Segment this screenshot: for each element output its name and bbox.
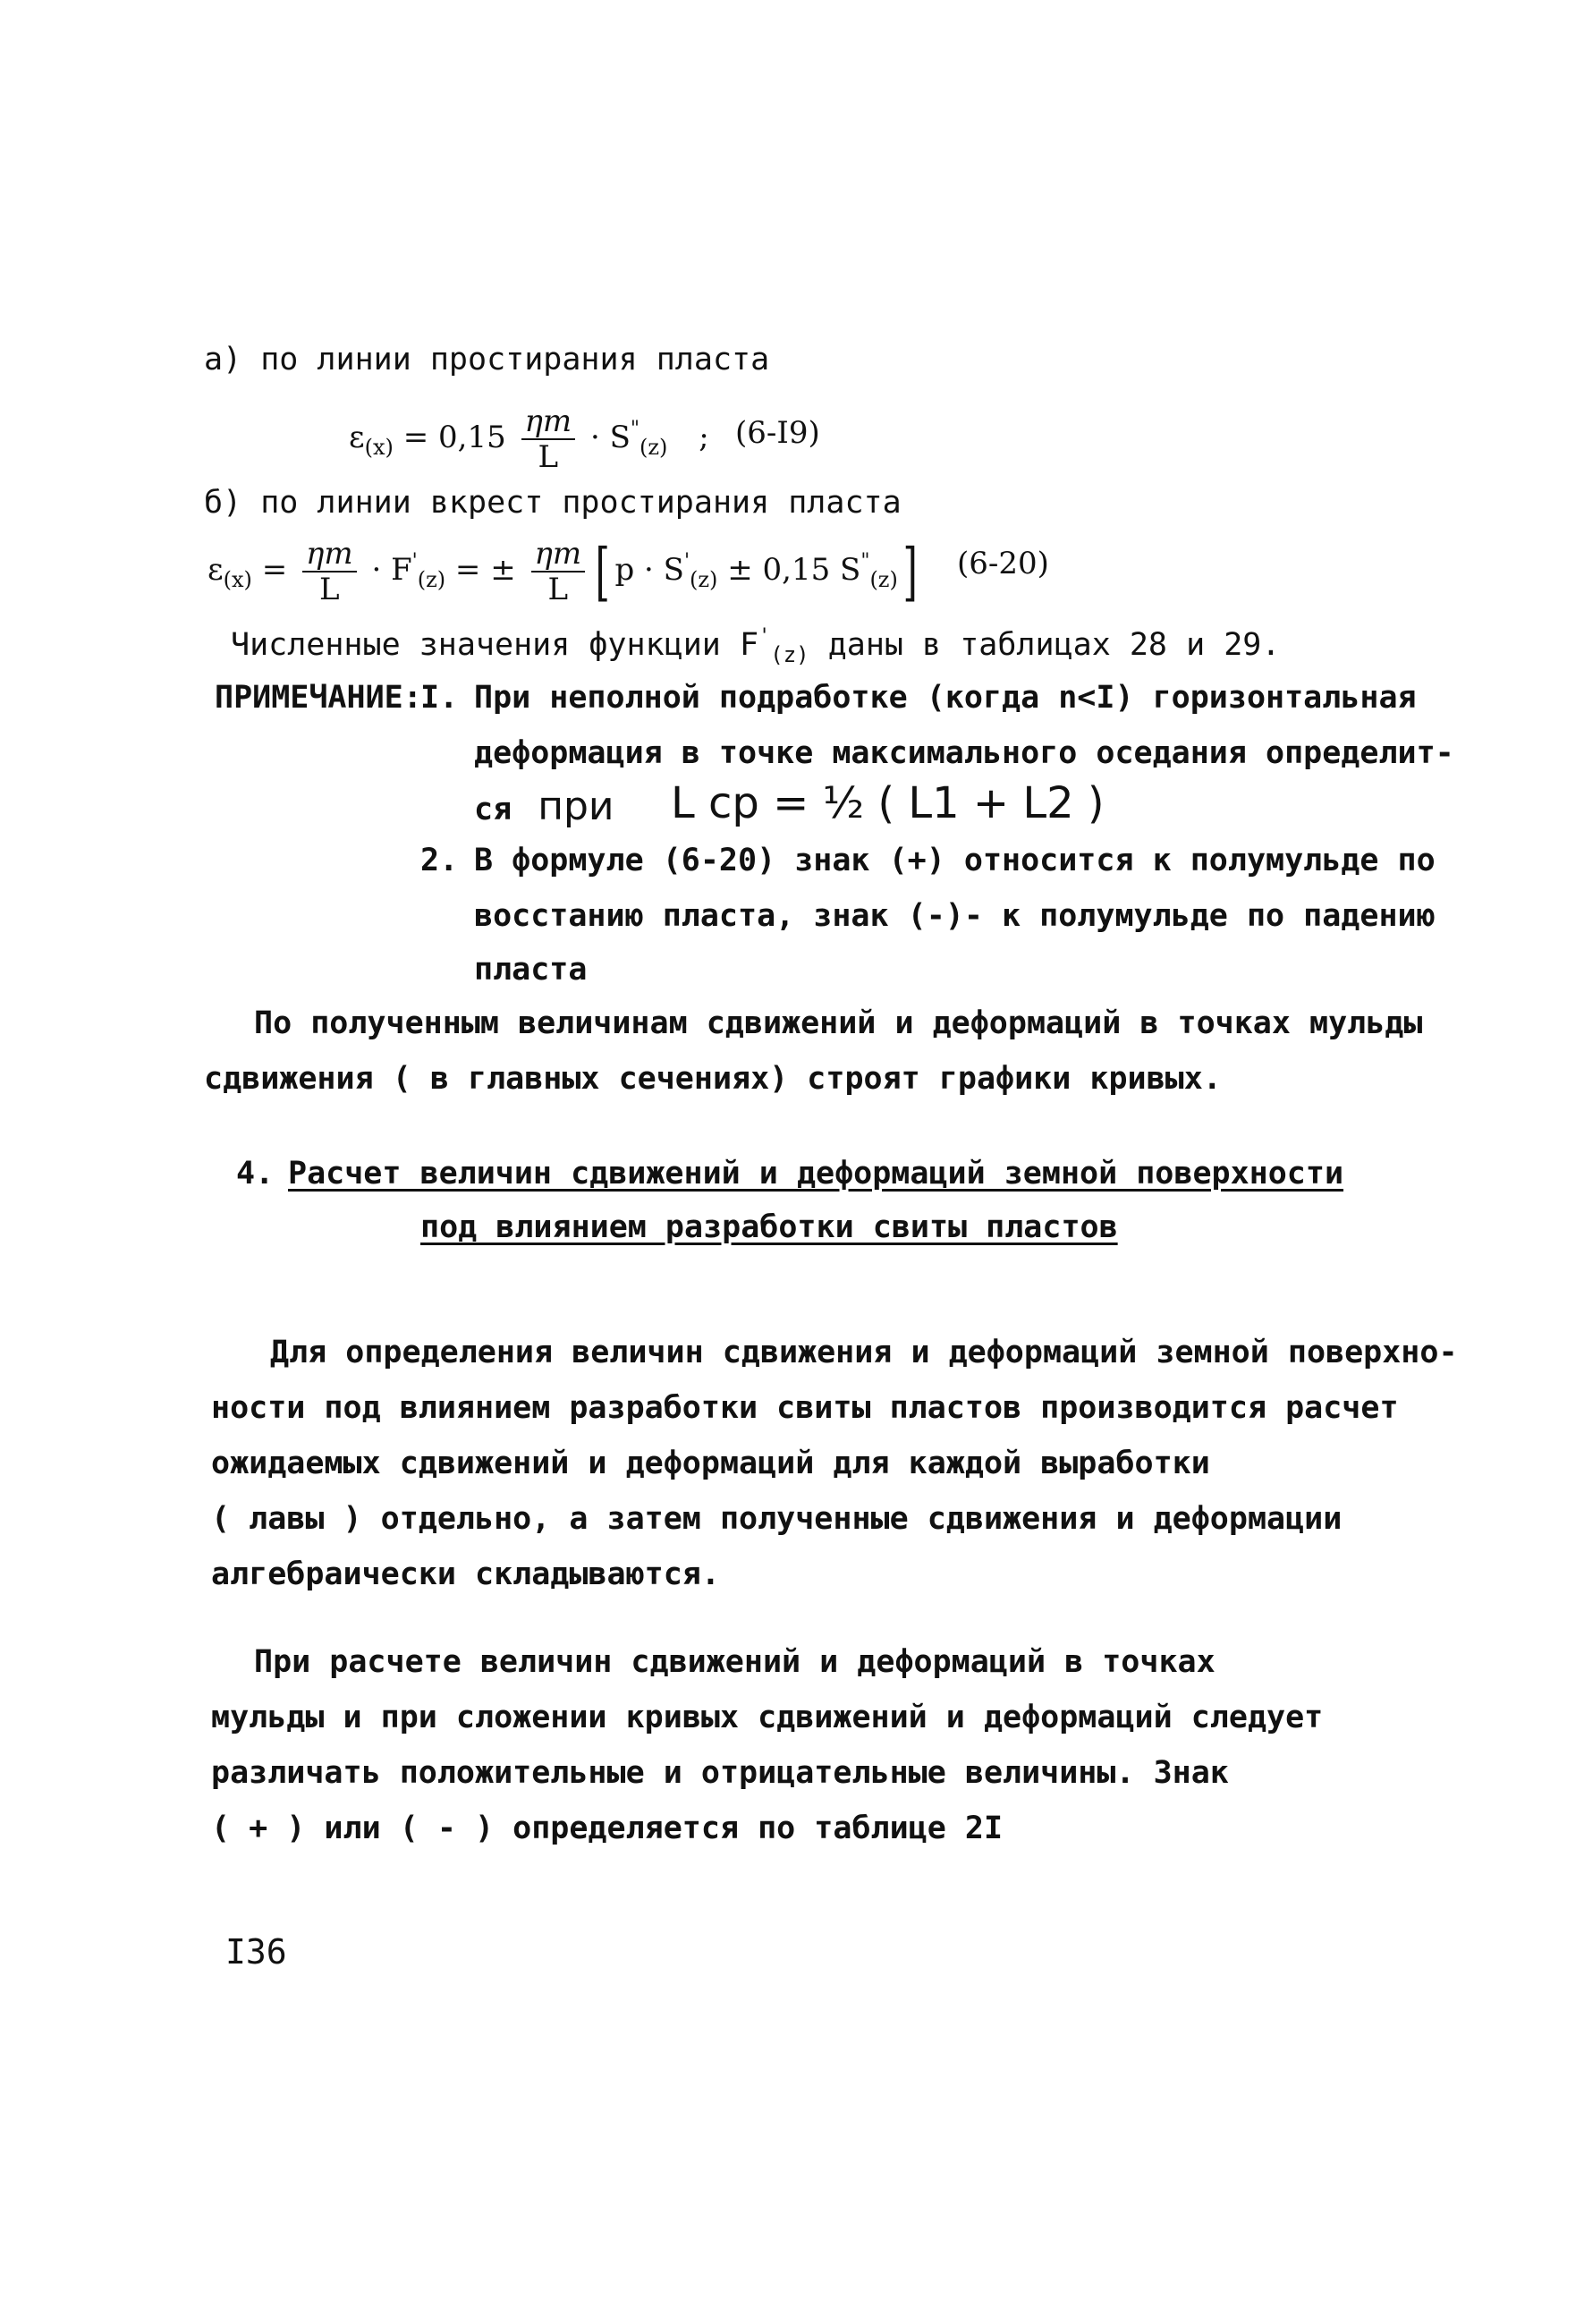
- note-1-line1: При неполной подработке (когда n<I) горизонтальная: [474, 680, 1417, 716]
- formula-rhs-sup: ": [630, 418, 640, 440]
- para1-line1: По полученным величинам сдвижений и деформаций в точках мульды: [254, 1005, 1423, 1041]
- fraction2-denominator: L: [547, 572, 569, 607]
- section-title-line2: под влиянием разработки свиты пластов: [420, 1209, 1118, 1245]
- note-2-line2: восстанию пласта, знак (-)- к полумульде по падению: [474, 898, 1436, 934]
- formula-number-6-19: (6-I9): [735, 415, 820, 451]
- formula-eq: =: [261, 552, 288, 588]
- para2-line4: ( лавы ) отдельно, а затем полученные сдвижения и деформации: [211, 1501, 1343, 1537]
- formula-lhs-sub: (x): [223, 567, 252, 592]
- formula-rhs: · S: [589, 420, 631, 455]
- note-1-line3-text: ся: [474, 792, 512, 827]
- formula-6-20: [208, 526, 922, 615]
- values-text: [231, 617, 1280, 674]
- formula-inner1: p · S: [614, 552, 684, 588]
- values-text-after: даны в таблицах 28 и 29.: [827, 627, 1281, 663]
- section-number: 4.: [236, 1156, 275, 1192]
- para2-line5: алгебраически складываются.: [211, 1556, 720, 1592]
- page-number: I36: [225, 1932, 287, 1972]
- values-text-before: Численные значения функции F: [231, 627, 759, 663]
- para3-line4: ( + ) или ( - ) определяется по таблице 2I: [211, 1811, 1004, 1846]
- note-2-number: 2.: [420, 843, 459, 878]
- fraction2-numerator: ηm: [531, 537, 586, 573]
- formula-eq2: = ±: [454, 552, 516, 588]
- formula-inner2-sub: (z): [869, 567, 898, 592]
- note-1-line3-hand: при: [538, 784, 614, 829]
- note-1-line2: деформация в точке максимального оседания определит-: [474, 735, 1454, 771]
- para3-line2: мульды и при сложении кривых сдвижений и деформаций следует: [211, 1700, 1324, 1735]
- para2-line2: ности под влиянием разработки свиты пластов производится расчет: [211, 1390, 1399, 1426]
- para3-line1: При расчете величин сдвижений и деформаций в точках: [254, 1644, 1216, 1680]
- formula-rhs-sub: (z): [640, 435, 668, 460]
- note-1-number: I.: [420, 680, 459, 716]
- formula-lhs-sub: (x): [364, 435, 394, 460]
- item-a-text: а) по линии простирания пласта: [204, 342, 770, 377]
- fraction1-numerator: ηm: [302, 537, 357, 573]
- formula-lhs: ε: [349, 420, 365, 455]
- values-text-sup: ': [758, 625, 771, 648]
- note-1-formula: L cp = ½ ( L1 + L2 ): [671, 778, 1105, 828]
- formula-inner2-sup: ": [860, 550, 870, 573]
- item-b-text: б) по линии вкрест простирания пласта: [204, 485, 902, 521]
- formula-coef: = 0,15: [402, 420, 506, 455]
- formula-inner1-sub: (z): [690, 567, 718, 592]
- fraction-denominator: L: [538, 439, 559, 475]
- note-2-line3: пласта: [474, 952, 588, 988]
- values-text-sub: (z): [770, 642, 809, 667]
- fraction-numerator: ηm: [521, 404, 576, 440]
- formula-f: · F: [371, 552, 412, 588]
- section-title-line1: Расчет величин сдвижений и деформаций земной поверхности: [288, 1156, 1344, 1192]
- para3-line3: различать положительные и отрицательные величины. Знак: [211, 1755, 1229, 1791]
- formula-lhs: ε: [208, 552, 224, 588]
- bracket-close: ]: [902, 535, 918, 608]
- formula-f-sub: (z): [417, 567, 446, 592]
- formula-6-19: [349, 394, 709, 483]
- para2-line1: Для определения величин сдвижения и деформаций земной поверхно-: [270, 1335, 1458, 1370]
- fraction1-denominator: L: [319, 572, 340, 607]
- formula-inner2: ± 0,15 S: [727, 552, 861, 588]
- note-1-line3: [474, 784, 614, 829]
- para1-line2: сдвижения ( в главных сечениях) строят графики кривых.: [204, 1061, 1222, 1097]
- bracket-open: [: [595, 535, 611, 608]
- note-2-line1: В формуле (6-20) знак (+) относится к полумульде по: [474, 843, 1436, 878]
- note-label: ПРИМЕЧАНИЕ:: [215, 680, 422, 716]
- para2-line3: ожидаемых сдвижений и деформаций для каждой выработки: [211, 1446, 1210, 1481]
- formula-number-6-20: (6-20): [957, 546, 1049, 581]
- formula-semicolon: ;: [699, 420, 709, 455]
- formula-inner1-sup: ': [683, 550, 690, 573]
- formula-f-sup: ': [411, 550, 418, 573]
